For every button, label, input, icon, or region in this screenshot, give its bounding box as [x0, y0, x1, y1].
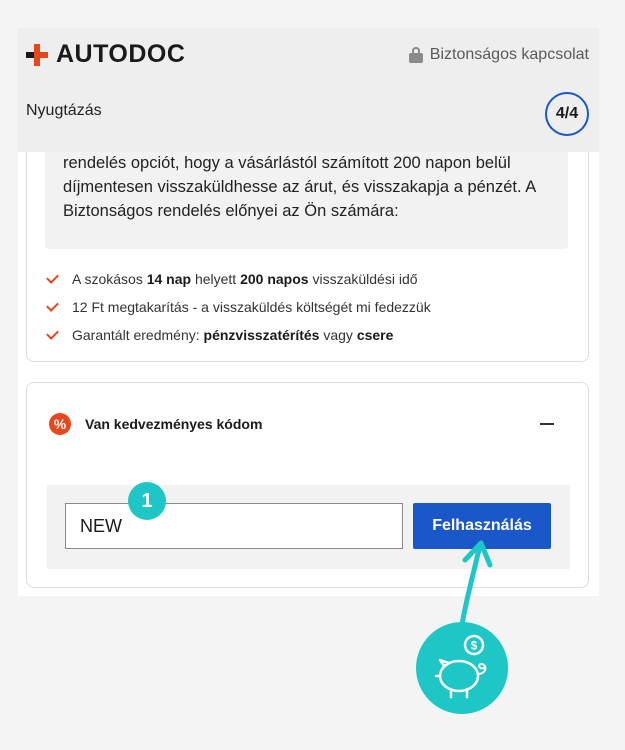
apply-coupon-button[interactable]: Felhasználás: [413, 503, 551, 549]
percent-icon: %: [49, 413, 71, 435]
logo-text: AUTODOC: [56, 40, 186, 68]
piggy-bank-dollar-icon: [416, 622, 508, 714]
secure-text: Biztonságos kapcsolat: [429, 46, 589, 63]
benefit-item: A szokásos 14 nap helyett 200 napos visszaküldési idő: [47, 265, 431, 293]
step-title: Nyugtázás: [26, 102, 102, 119]
benefit-item: 12 Ft megtakarítás - a visszaküldés költségét mi fedezzük: [47, 293, 431, 321]
svg-text:$: $: [470, 638, 478, 653]
benefit-item: Garantált eredmény: pénzvisszatérítés vagy csere: [47, 321, 431, 349]
step-badge: 1: [128, 482, 166, 520]
coupon-label: Van kedvezményes kódom: [85, 416, 263, 432]
step-counter: 4/4: [545, 92, 589, 136]
info-text: rendelés opciót, hogy a vásárlástól számított 200 napon belül díjmentesen visszaküldhesse az árut, és visszakapja a pénzét. A Biztonságos rendelés előnyei az Ön számára:: [63, 154, 536, 220]
arrow-icon: [462, 543, 490, 625]
